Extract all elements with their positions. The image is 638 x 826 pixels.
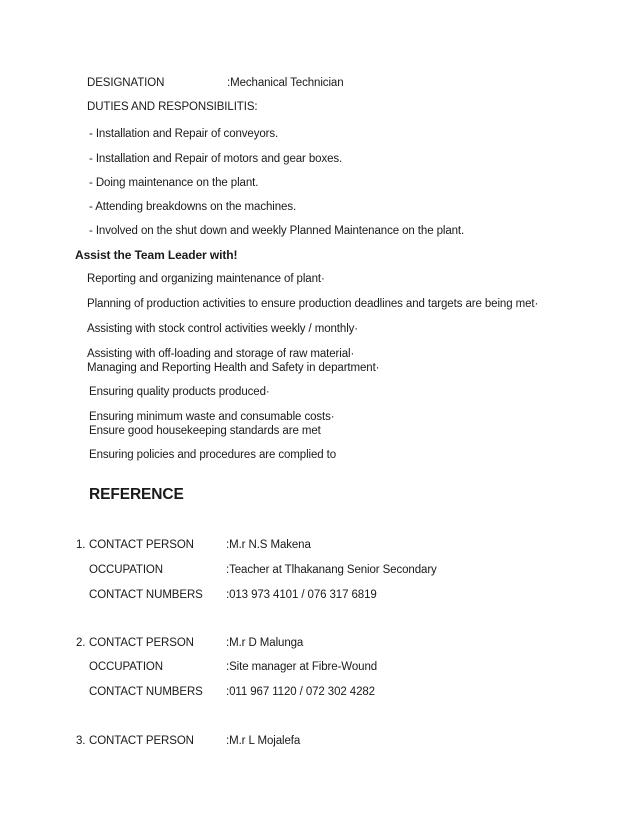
assist-item: Assisting with off-loading and storage of raw material· (87, 348, 355, 360)
designation-value: :Mechanical Technician (227, 77, 344, 89)
occupation-label: OCCUPATION (89, 564, 163, 576)
duty-item: - Attending breakdowns on the machines. (89, 201, 297, 213)
contact-person-value: :M.r N.S Makena (226, 539, 311, 551)
duties-heading: DUTIES AND RESPONSIBILITIS: (87, 101, 258, 113)
contact-person-value: :M.r L Mojalefa (226, 735, 301, 747)
assist-heading: Assist the Team Leader with! (75, 248, 238, 262)
assist-item: Planning of production activities to ensure production deadlines and targets are being met· (87, 298, 539, 310)
occupation-label: OCCUPATION (89, 661, 163, 673)
assist-item: Managing and Reporting Health and Safety in department· (87, 362, 380, 374)
reference-heading: REFERENCE (89, 486, 184, 503)
assist-item: Ensure good housekeeping standards are met (89, 425, 321, 437)
assist-item: Ensuring minimum waste and consumable costs· (89, 411, 335, 423)
contact-person-label: CONTACT PERSON (89, 735, 194, 747)
occupation-value: :Teacher at Tlhakanang Senior Secondary (226, 564, 437, 576)
contact-person-label: CONTACT PERSON (89, 637, 194, 649)
duty-item: - Involved on the shut down and weekly Planned Maintenance on the plant. (89, 225, 465, 237)
duty-item: - Installation and Repair of motors and gear boxes. (89, 153, 343, 165)
contact-numbers-value: :011 967 1120 / 072 302 4282 (226, 686, 375, 698)
designation-label: DESIGNATION (87, 77, 165, 89)
contact-numbers-label: CONTACT NUMBERS (89, 589, 203, 601)
occupation-value: :Site manager at Fibre-Wound (226, 661, 378, 673)
contact-number-marker: 1. (76, 539, 86, 551)
contact-person-value: :M.r D Malunga (226, 637, 304, 649)
contact-number-marker: 2. (76, 637, 86, 649)
duty-item: - Doing maintenance on the plant. (89, 177, 259, 189)
assist-item: Ensuring quality products produced· (89, 386, 270, 398)
contact-numbers-label: CONTACT NUMBERS (89, 686, 203, 698)
assist-item: Assisting with stock control activities weekly / monthly· (87, 323, 359, 335)
assist-item: Ensuring policies and procedures are complied to (89, 449, 337, 461)
contact-person-label: CONTACT PERSON (89, 539, 194, 551)
assist-item: Reporting and organizing maintenance of plant· (87, 273, 325, 285)
contact-numbers-value: :013 973 4101 / 076 317 6819 (226, 589, 377, 601)
contact-number-marker: 3. (76, 735, 86, 747)
duty-item: - Installation and Repair of conveyors. (89, 128, 279, 140)
